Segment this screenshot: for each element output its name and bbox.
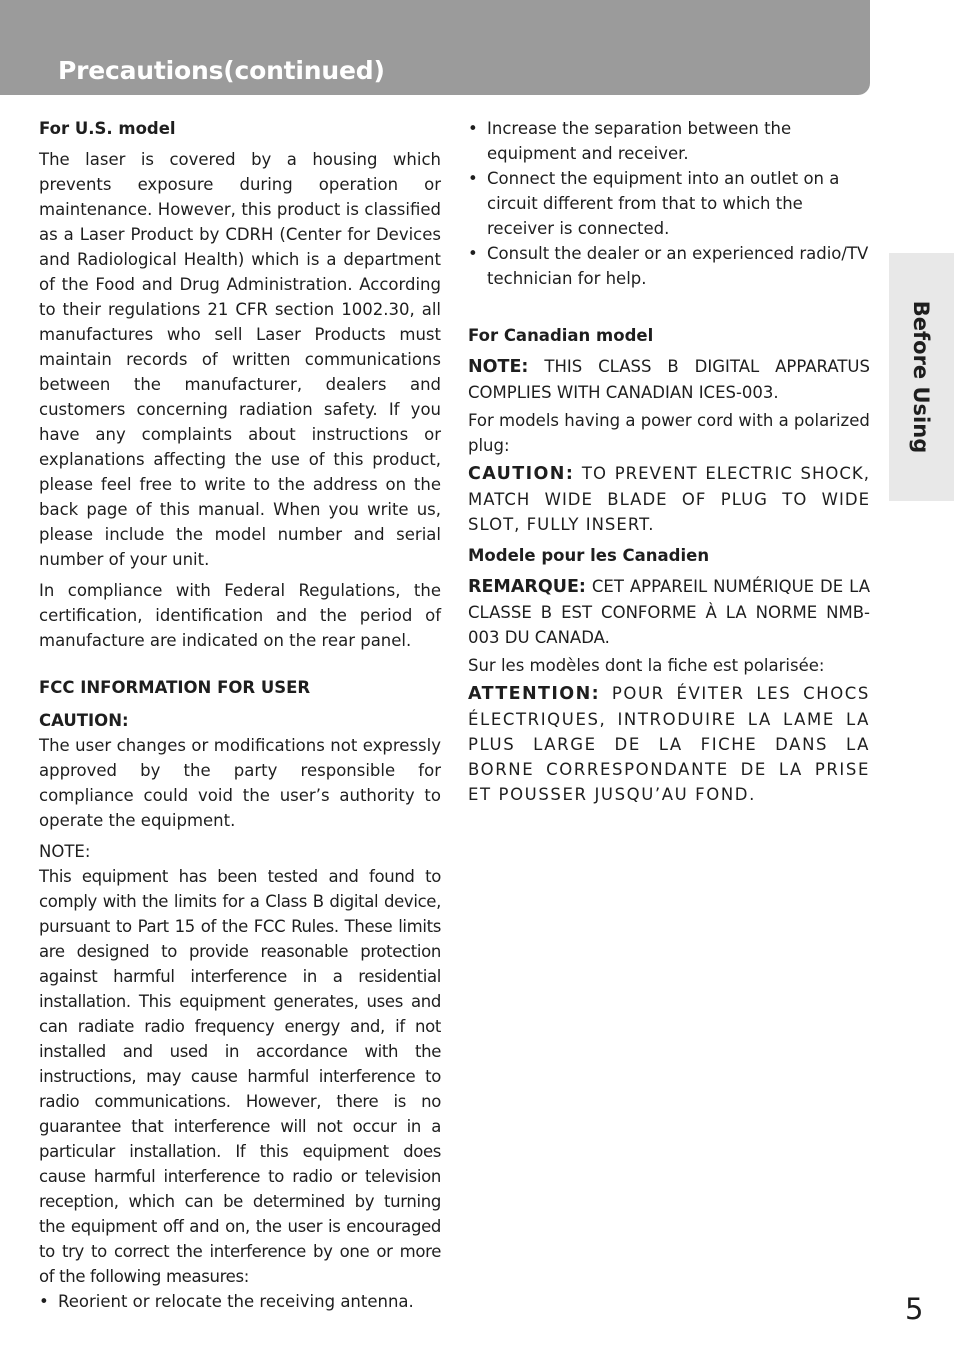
- page-title: Precautions(continued): [58, 56, 385, 85]
- us-model-paragraph: The laser is covered by a housing which prevents exposure during operation or maintenance. However, this product is classified as a Laser Product by CDRH (Center for Devices and Radiological Health) which is a department of the Food and Drug Administration. According to their regulations 21 CFR section 1002.30, all manufactures who sell Laser Products must maintain records of written communications between the manufacturer, dealers and customers concerning radiation safety. If you have any complaints about instructions or explanations affecting the use of this product, please feel free to write to the address on the back page of this manual. When you write us, please include the model number and serial number of your unit.: [39, 150, 441, 569]
- page-number: 5: [905, 1292, 924, 1326]
- caution-text: TO PREVENT ELECTRIC SHOCK, MATCH WIDE BLADE OF PLUG TO WIDE SLOT, FULLY INSERT.: [468, 464, 870, 534]
- header-bar: [0, 0, 870, 95]
- french-model-heading: Modele pour les Canadien: [468, 546, 710, 565]
- left-column: [39, 116, 441, 1314]
- measure-item: • Reorient or relocate the receiving antenna.: [39, 1289, 441, 1314]
- fcc-heading: FCC INFORMATION FOR USER: [39, 678, 311, 697]
- note-text: This equipment has been tested and found to comply with the limits for a Class B digital device, pursuant to Part 15 of the FCC Rules. These limits are designed to provide reasonable protection against harmful interference in a residential installation. This equipment generates, uses and can radiate radio frequency energy and, if not installed and used in accordance with the instructions, may cause harmful interference to radio communications. However, there is no guarantee that interference will not occur in a particular installation. If this equipment does cause harmful interference to radio or television reception, which can be determined by turning the equipment off and on, the user is encouraged to try to correct the interference by one or more of the following measures:: [39, 867, 441, 1286]
- measures-list-right: [468, 116, 870, 291]
- measures-list-left: [39, 1289, 441, 1314]
- attention-text: POUR ÉVITER LES CHOCS ÉLECTRIQUES, INTRODUIRE LA LAME LA PLUS LARGE DE LA FICHE DANS LA BORNE CORRESPONDANTE DE LA PRISE ET POUSSER JUSQU’AU FOND.: [468, 684, 870, 804]
- measure-item: • Connect the equipment into an outlet on a circuit different from that to which the receiver is connected.: [468, 166, 870, 241]
- canadian-note: [468, 354, 870, 405]
- caution-heading: CAUTION:: [39, 711, 129, 730]
- polarized-plug-text: For models having a power cord with a polarized plug:: [468, 411, 870, 455]
- attention-lead: ATTENTION:: [468, 684, 601, 704]
- measure-item: • Consult the dealer or an experienced radio/TV technician for help.: [468, 241, 870, 291]
- caution-text: The user changes or modifications not expressly approved by the party responsible for compliance could void the user’s authority to operate the equipment.: [39, 736, 441, 830]
- right-column: [468, 116, 870, 807]
- side-tab-label: Before Using: [909, 300, 933, 454]
- french-polarized-text: Sur les modèles dont la fiche est polarisée:: [468, 656, 825, 675]
- remarque-text: CET APPAREIL NUMÉRIQUE DE LA CLASSE B EST CONFORME À LA NORME NMB-003 DU CANADA.: [468, 577, 870, 647]
- french-attention: [468, 681, 870, 807]
- note-lead: NOTE:: [468, 357, 529, 377]
- measure-item: • Increase the separation between the equipment and receiver.: [468, 116, 870, 166]
- canadian-caution: [468, 461, 870, 537]
- compliance-paragraph: In compliance with Federal Regulations, the certification, identification and the period of manufacture are indicated on the rear panel.: [39, 581, 441, 650]
- canadian-model-heading: For Canadian model: [468, 326, 654, 345]
- note-heading: NOTE:: [39, 842, 91, 861]
- us-model-heading: For U.S. model: [39, 119, 176, 138]
- remarque-lead: REMARQUE:: [468, 577, 586, 597]
- caution-lead: CAUTION:: [468, 464, 575, 484]
- note-text: THIS CLASS B DIGITAL APPARATUS COMPLIES WITH CANADIAN ICES-003.: [468, 357, 870, 402]
- french-remarque: [468, 574, 870, 650]
